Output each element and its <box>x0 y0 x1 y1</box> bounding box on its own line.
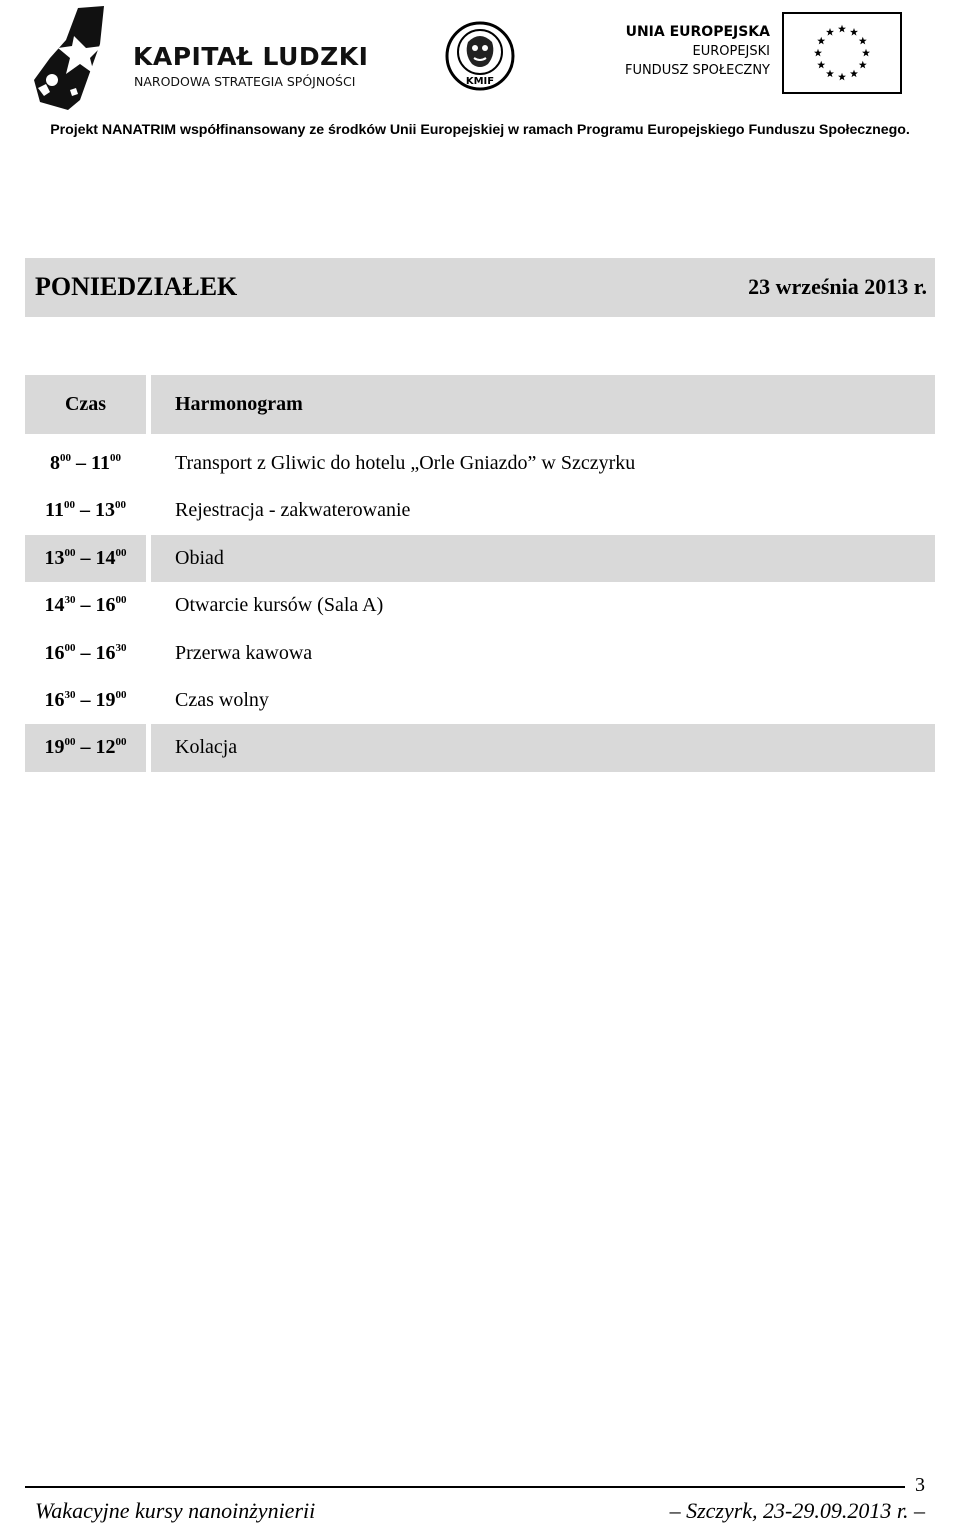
eu-star-icon <box>817 37 825 45</box>
schedule-row <box>25 582 935 629</box>
row-activity: Kolacja <box>175 736 238 759</box>
schedule-row <box>25 724 935 771</box>
end-minute: 00 <box>115 546 127 559</box>
schedule-row <box>25 677 935 724</box>
column-header-time: Czas <box>25 375 146 434</box>
eu-star-icon <box>850 70 858 78</box>
eu-star-icon <box>859 61 867 69</box>
project-funding-line: Projekt NANATRIM współfinansowany ze środków Unii Europejskiej w ramach Programu Europejskiego Funduszu Społecznego. <box>50 122 910 138</box>
eu-star-icon <box>838 25 846 33</box>
row-time: $19^{00} - 12^{00}$ <box>44 736 127 759</box>
row-activity: Otwarcie kursów (Sala A) <box>175 594 384 617</box>
start-minute: 30 <box>64 594 76 607</box>
row-time: $16^{30} - 19^{00}$ <box>44 688 127 711</box>
eu-star-icon <box>859 37 867 45</box>
seal-text: KMIF <box>465 76 495 87</box>
schedule-header <box>25 375 935 434</box>
day-date: 23 września 2013 r. <box>748 274 927 299</box>
row-gap <box>146 724 151 771</box>
end-hour: 12 <box>95 736 116 759</box>
start-minute: 00 <box>64 641 76 654</box>
start-hour: 16 <box>44 688 65 711</box>
row-activity: Rejestracja - zakwaterowanie <box>175 499 411 522</box>
eu-star-icon <box>826 70 834 78</box>
end-minute: 00 <box>115 594 127 607</box>
column-header-activity: Harmonogram <box>151 375 935 434</box>
eu-star-icon <box>817 61 825 69</box>
start-minute: 00 <box>64 736 76 749</box>
end-hour: 16 <box>95 641 116 664</box>
row-activity: Obiad <box>175 546 224 569</box>
start-hour: 14 <box>44 594 65 617</box>
schedule-row <box>25 440 935 487</box>
seal-emblem-icon <box>444 20 516 92</box>
row-time: $8^{00} - 11^{00}$ <box>50 452 121 474</box>
schedule-table <box>25 375 935 772</box>
day-name: PONIEDZIAŁEK <box>35 272 238 301</box>
footer-rule <box>25 1486 905 1488</box>
kapital-ludzki-star-icon <box>30 4 130 112</box>
schedule-row <box>25 487 935 534</box>
schedule-rows <box>25 440 935 772</box>
eu-star-icon <box>826 28 834 36</box>
end-hour: 14 <box>95 546 116 569</box>
end-hour: 11 <box>91 452 110 474</box>
end-hour: 13 <box>94 499 115 522</box>
start-minute: 00 <box>63 499 75 512</box>
day-header <box>25 258 935 317</box>
eu-star-icon <box>850 28 858 36</box>
end-minute: 30 <box>115 641 127 654</box>
kapital-ludzki-logo <box>30 4 380 112</box>
start-hour: 11 <box>45 499 64 522</box>
start-hour: 13 <box>44 546 65 569</box>
schedule-row <box>25 535 935 582</box>
end-minute: 00 <box>109 452 121 464</box>
eu-line2: EUROPEJSKI <box>692 44 770 59</box>
kapital-ludzki-subtitle: NARODOWA STRATEGIA SPÓJNOŚCI <box>134 74 356 89</box>
end-hour: 19 <box>95 688 116 711</box>
end-hour: 16 <box>95 594 116 617</box>
eu-star-icon <box>814 49 822 57</box>
start-minute: 30 <box>64 688 76 701</box>
footer-left: Wakacyjne kursy nanoinżynierii <box>35 1498 316 1523</box>
row-time: $14^{30} - 16^{00}$ <box>44 594 127 617</box>
end-minute: 00 <box>115 736 127 749</box>
row-time: $13^{00} - 14^{00}$ <box>44 546 127 569</box>
eu-star-icon <box>862 49 870 57</box>
seal-logo <box>444 20 516 92</box>
row-time: $16^{00} - 16^{30}$ <box>44 641 127 664</box>
start-hour: 8 <box>50 452 61 474</box>
row-activity: Transport z Gliwic do hotelu „Orle Gniazdo” w Szczyrku <box>175 452 636 474</box>
end-minute: 00 <box>115 688 127 701</box>
eu-flag-icon <box>782 12 902 94</box>
end-minute: 00 <box>114 499 126 512</box>
row-gap <box>146 535 151 582</box>
schedule-row <box>25 630 935 677</box>
eu-logo <box>610 12 905 96</box>
row-activity: Czas wolny <box>175 688 269 711</box>
row-time: $11^{00} - 13^{00}$ <box>45 499 126 522</box>
eu-star-icon <box>838 73 846 81</box>
start-hour: 16 <box>44 641 65 664</box>
row-activity: Przerwa kawowa <box>175 641 313 664</box>
eu-line3: FUNDUSZ SPOŁECZNY <box>624 63 770 78</box>
page-number: 3 <box>915 1474 925 1496</box>
kapital-ludzki-title: KAPITAŁ LUDZKI <box>133 42 369 71</box>
eu-title: UNIA EUROPEJSKA <box>625 24 770 40</box>
start-minute: 00 <box>64 546 76 559</box>
footer-right: – Szczyrk, 23-29.09.2013 r. – <box>669 1498 925 1523</box>
start-hour: 19 <box>44 736 65 759</box>
start-minute: 00 <box>60 452 72 464</box>
